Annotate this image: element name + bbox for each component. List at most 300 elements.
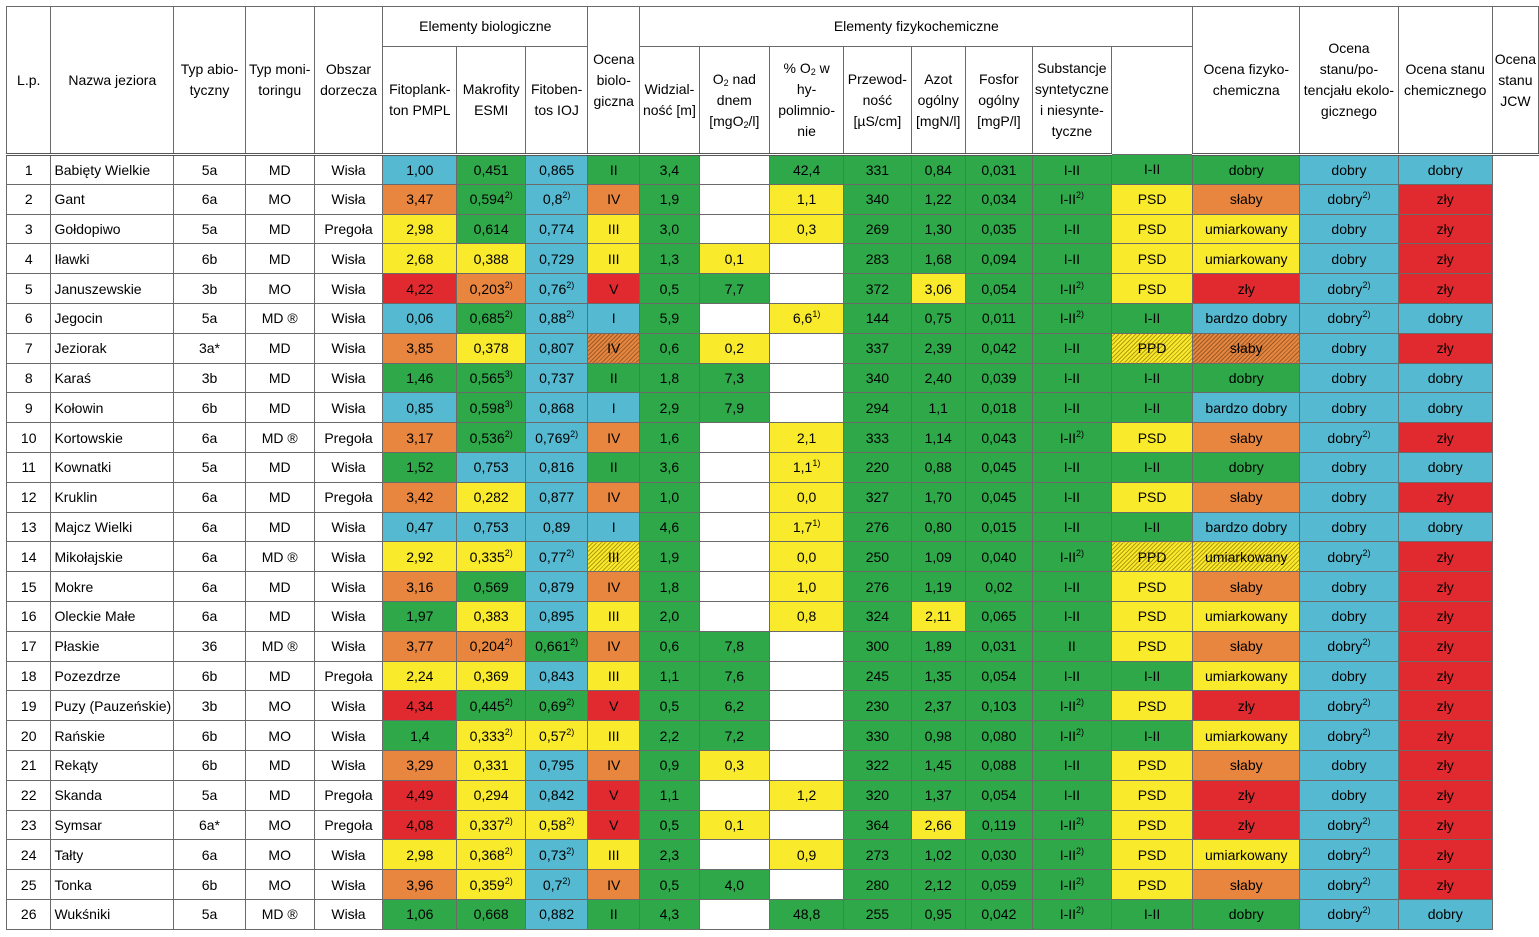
cell-substancje: I-II$^{2)}$ <box>1032 721 1111 751</box>
cell-obszar: Wisła <box>314 274 383 304</box>
cell-ocena-jcw: zły <box>1398 214 1492 244</box>
cell-fosfor: 0,119 <box>965 810 1032 840</box>
cell-widzialnosc: 0,6 <box>640 333 699 363</box>
cell-ocena-chemiczna: dobry$^{2)}$ <box>1300 303 1398 333</box>
cell-przewodnosc: 276 <box>844 572 911 602</box>
cell-ocena-jcw: zły <box>1398 333 1492 363</box>
cell-o2-hypolimnion <box>770 244 844 274</box>
cell-przewodnosc: 337 <box>844 333 911 363</box>
footnote-marker: 3) <box>504 368 513 379</box>
footnote-marker: 2) <box>504 815 513 826</box>
cell-lake-name: Kownatki <box>51 452 174 482</box>
cell-widzialnosc: 2,9 <box>640 393 699 423</box>
cell-makrofity: 0,536$^{2)}$ <box>457 423 526 453</box>
cell-o2-nad-dnem <box>699 214 770 244</box>
cell-lp: 25 <box>7 870 51 900</box>
table-row <box>7 423 1539 453</box>
cell-fitobentos: 0,729 <box>526 244 588 274</box>
cell-ocena-jcw: dobry <box>1398 155 1492 185</box>
cell-azot: 3,06 <box>911 274 965 304</box>
cell-lake-name: Januszewskie <box>51 274 174 304</box>
cell-widzialnosc: 1,1 <box>640 661 699 691</box>
cell-makrofity: 0,335$^{2)}$ <box>457 542 526 572</box>
cell-ocena-fizykochemiczna: PSD <box>1111 780 1192 810</box>
cell-azot: 0,80 <box>911 512 965 542</box>
cell-substancje: I-II <box>1032 750 1111 780</box>
cell-typ-abiotyczny: 6a <box>174 601 246 631</box>
cell-azot: 0,84 <box>911 155 965 185</box>
cell-widzialnosc: 5,9 <box>640 303 699 333</box>
cell-przewodnosc: 294 <box>844 393 911 423</box>
cell-ocena-fizykochemiczna: I-II <box>1111 452 1192 482</box>
cell-lp: 4 <box>7 244 51 274</box>
cell-lp: 23 <box>7 810 51 840</box>
cell-przewodnosc: 320 <box>844 780 911 810</box>
cell-azot: 1,02 <box>911 840 965 870</box>
cell-lake-name: Wukśniki <box>51 899 174 929</box>
cell-makrofity: 0,282 <box>457 482 526 512</box>
cell-ocena-biologiczna: V <box>588 274 640 304</box>
cell-o2-hypolimnion: 0,3 <box>770 214 844 244</box>
cell-fitoplankton: 1,4 <box>383 721 457 751</box>
cell-o2-hypolimnion <box>770 631 844 661</box>
cell-widzialnosc: 1,9 <box>640 184 699 214</box>
cell-ocena-jcw: zły <box>1398 601 1492 631</box>
cell-makrofity: 0,598$^{3)}$ <box>457 393 526 423</box>
cell-ocena-biologiczna: I <box>588 393 640 423</box>
cell-fitoplankton: 1,06 <box>383 899 457 929</box>
header-widzialnosc: Widzial-ność [m] <box>640 47 699 155</box>
cell-fitoplankton: 3,96 <box>383 870 457 900</box>
cell-substancje: I-II$^{2)}$ <box>1032 840 1111 870</box>
cell-typ-monitoringu: MD <box>245 661 314 691</box>
cell-typ-monitoringu: MD <box>245 155 314 185</box>
cell-makrofity: 0,383 <box>457 601 526 631</box>
footnote-marker: 2) <box>1362 428 1371 439</box>
cell-lake-name: Jegocin <box>51 303 174 333</box>
cell-azot: 1,68 <box>911 244 965 274</box>
cell-ocena-chemiczna: dobry <box>1300 750 1398 780</box>
cell-o2-nad-dnem <box>699 601 770 631</box>
cell-fitobentos: 0,774 <box>526 214 588 244</box>
table-row <box>7 631 1539 661</box>
footnote-marker: 2) <box>1362 309 1371 320</box>
cell-ocena-ekologiczna: dobry <box>1193 363 1300 393</box>
cell-obszar: Wisła <box>314 333 383 363</box>
cell-fosfor: 0,042 <box>965 899 1032 929</box>
cell-ocena-jcw: dobry <box>1398 393 1492 423</box>
cell-ocena-ekologiczna: zły <box>1193 691 1300 721</box>
cell-widzialnosc: 2,3 <box>640 840 699 870</box>
footnote-marker: 2) <box>1362 637 1371 648</box>
cell-substancje: I-II$^{2)}$ <box>1032 542 1111 572</box>
cell-lp: 18 <box>7 661 51 691</box>
cell-fosfor: 0,045 <box>965 452 1032 482</box>
cell-ocena-jcw: zły <box>1398 750 1492 780</box>
cell-o2-hypolimnion <box>770 661 844 691</box>
cell-o2-nad-dnem <box>699 572 770 602</box>
cell-ocena-chemiczna: dobry$^{2)}$ <box>1300 810 1398 840</box>
footnote-marker: 2) <box>1076 279 1085 290</box>
cell-typ-monitoringu: MD ® <box>245 303 314 333</box>
cell-fitobentos: 0,73$^{2)}$ <box>526 840 588 870</box>
cell-ocena-fizykochemiczna: PSD <box>1111 601 1192 631</box>
cell-fosfor: 0,045 <box>965 482 1032 512</box>
cell-typ-monitoringu: MD <box>245 452 314 482</box>
cell-lake-name: Rańskie <box>51 721 174 751</box>
header-name: Nazwa jeziora <box>51 7 174 155</box>
header-ocena-jcw: Ocena stanu JCW <box>1492 7 1538 155</box>
cell-lp: 20 <box>7 721 51 751</box>
cell-azot: 1,89 <box>911 631 965 661</box>
cell-obszar: Wisła <box>314 244 383 274</box>
cell-ocena-jcw: dobry <box>1398 899 1492 929</box>
cell-obszar: Wisła <box>314 452 383 482</box>
cell-o2-nad-dnem <box>699 303 770 333</box>
cell-typ-abiotyczny: 5a <box>174 780 246 810</box>
cell-ocena-jcw: zły <box>1398 184 1492 214</box>
cell-makrofity: 0,614 <box>457 214 526 244</box>
cell-o2-hypolimnion <box>770 870 844 900</box>
cell-o2-nad-dnem: 7,6 <box>699 661 770 691</box>
cell-lp: 5 <box>7 274 51 304</box>
cell-ocena-jcw: zły <box>1398 274 1492 304</box>
cell-makrofity: 0,203$^{2)}$ <box>457 274 526 304</box>
cell-lake-name: Majcz Wielki <box>51 512 174 542</box>
cell-ocena-ekologiczna: umiarkowany <box>1193 601 1300 631</box>
cell-azot: 0,75 <box>911 303 965 333</box>
cell-lp: 6 <box>7 303 51 333</box>
table-container <box>6 6 1539 930</box>
cell-widzialnosc: 3,0 <box>640 214 699 244</box>
cell-substancje: I-II <box>1032 452 1111 482</box>
cell-fosfor: 0,035 <box>965 214 1032 244</box>
footnote-marker: 2) <box>570 637 579 648</box>
cell-ocena-fizykochemiczna: PPD <box>1111 542 1192 572</box>
cell-lp: 11 <box>7 452 51 482</box>
cell-obszar: Wisła <box>314 155 383 185</box>
cell-ocena-biologiczna: III <box>588 840 640 870</box>
cell-fitoplankton: 3,85 <box>383 333 457 363</box>
cell-widzialnosc: 1,0 <box>640 482 699 512</box>
cell-azot: 1,1 <box>911 393 965 423</box>
cell-lp: 26 <box>7 899 51 929</box>
cell-o2-nad-dnem <box>699 542 770 572</box>
cell-azot: 2,66 <box>911 810 965 840</box>
cell-o2-hypolimnion <box>770 721 844 751</box>
cell-ocena-fizykochemiczna: PSD <box>1111 274 1192 304</box>
cell-ocena-jcw: zły <box>1398 244 1492 274</box>
footnote-marker: 2) <box>504 309 513 320</box>
table-row <box>7 303 1539 333</box>
cell-typ-monitoringu: MD <box>245 333 314 363</box>
cell-ocena-chemiczna: dobry <box>1300 393 1398 423</box>
cell-widzialnosc: 4,6 <box>640 512 699 542</box>
cell-obszar: Pregoła <box>314 780 383 810</box>
cell-azot: 0,95 <box>911 899 965 929</box>
cell-fitoplankton: 2,92 <box>383 542 457 572</box>
cell-typ-monitoringu: MD <box>245 363 314 393</box>
cell-typ-monitoringu: MO <box>245 184 314 214</box>
cell-ocena-biologiczna: V <box>588 780 640 810</box>
cell-ocena-biologiczna: IV <box>588 631 640 661</box>
cell-ocena-ekologiczna: bardzo dobry <box>1193 512 1300 542</box>
cell-ocena-ekologiczna: bardzo dobry <box>1193 393 1300 423</box>
cell-widzialnosc: 1,8 <box>640 572 699 602</box>
cell-ocena-jcw: dobry <box>1398 303 1492 333</box>
lake-assessment-table <box>6 6 1539 930</box>
cell-fitoplankton: 0,06 <box>383 303 457 333</box>
cell-fitoplankton: 2,98 <box>383 214 457 244</box>
cell-ocena-jcw: zły <box>1398 780 1492 810</box>
cell-obszar: Pregoła <box>314 482 383 512</box>
cell-lp: 21 <box>7 750 51 780</box>
cell-ocena-chemiczna: dobry <box>1300 512 1398 542</box>
cell-przewodnosc: 269 <box>844 214 911 244</box>
cell-ocena-jcw: zły <box>1398 691 1492 721</box>
cell-ocena-ekologiczna: słaby <box>1193 482 1300 512</box>
cell-ocena-ekologiczna: słaby <box>1193 572 1300 602</box>
cell-obszar: Wisła <box>314 840 383 870</box>
cell-makrofity: 0,369 <box>457 661 526 691</box>
cell-lake-name: Oleckie Małe <box>51 601 174 631</box>
cell-ocena-fizykochemiczna: PSD <box>1111 482 1192 512</box>
cell-przewodnosc: 283 <box>844 244 911 274</box>
cell-azot: 0,88 <box>911 452 965 482</box>
cell-substancje: I-II <box>1032 333 1111 363</box>
cell-fosfor: 0,011 <box>965 303 1032 333</box>
cell-o2-hypolimnion: 1,1$^{1)}$ <box>770 452 844 482</box>
cell-ocena-chemiczna: dobry$^{2)}$ <box>1300 691 1398 721</box>
cell-ocena-ekologiczna: dobry <box>1193 452 1300 482</box>
cell-o2-hypolimnion <box>770 333 844 363</box>
header-fitoplankton: Fitoplank-ton PMPL <box>383 47 457 155</box>
cell-fosfor: 0,054 <box>965 661 1032 691</box>
cell-ocena-biologiczna: III <box>588 244 640 274</box>
cell-ocena-biologiczna: II <box>588 363 640 393</box>
cell-fosfor: 0,015 <box>965 512 1032 542</box>
cell-o2-hypolimnion: 2,1 <box>770 423 844 453</box>
cell-ocena-jcw: zły <box>1398 810 1492 840</box>
cell-typ-abiotyczny: 6b <box>174 750 246 780</box>
cell-o2-hypolimnion <box>770 691 844 721</box>
cell-obszar: Wisła <box>314 631 383 661</box>
cell-przewodnosc: 327 <box>844 482 911 512</box>
cell-lake-name: Płaskie <box>51 631 174 661</box>
cell-ocena-ekologiczna: umiarkowany <box>1193 214 1300 244</box>
cell-fitobentos: 0,795 <box>526 750 588 780</box>
cell-ocena-ekologiczna: słaby <box>1193 750 1300 780</box>
cell-typ-monitoringu: MD ® <box>245 899 314 929</box>
cell-makrofity: 0,359$^{2)}$ <box>457 870 526 900</box>
cell-lake-name: Tonka <box>51 870 174 900</box>
cell-lake-name: Mokre <box>51 572 174 602</box>
cell-ocena-ekologiczna: słaby <box>1193 870 1300 900</box>
cell-ocena-chemiczna: dobry <box>1300 333 1398 363</box>
table-row <box>7 214 1539 244</box>
cell-typ-monitoringu: MO <box>245 721 314 751</box>
cell-obszar: Wisła <box>314 601 383 631</box>
cell-lake-name: Tałty <box>51 840 174 870</box>
cell-obszar: Wisła <box>314 512 383 542</box>
cell-fitobentos: 0,8$^{2)}$ <box>526 184 588 214</box>
cell-fitoplankton: 1,46 <box>383 363 457 393</box>
cell-ocena-jcw: zły <box>1398 661 1492 691</box>
cell-fitoplankton: 2,68 <box>383 244 457 274</box>
footnote-marker: 2) <box>1076 875 1085 886</box>
cell-typ-abiotyczny: 5a <box>174 899 246 929</box>
cell-azot: 1,35 <box>911 661 965 691</box>
table-row <box>7 899 1539 929</box>
cell-typ-abiotyczny: 6a <box>174 840 246 870</box>
cell-obszar: Wisła <box>314 691 383 721</box>
footnote-marker: 2) <box>504 696 513 707</box>
table-body <box>7 155 1539 930</box>
cell-makrofity: 0,565$^{3)}$ <box>457 363 526 393</box>
cell-fosfor: 0,054 <box>965 274 1032 304</box>
cell-przewodnosc: 330 <box>844 721 911 751</box>
footnote-marker: 2) <box>570 428 579 439</box>
cell-ocena-biologiczna: IV <box>588 750 640 780</box>
cell-typ-monitoringu: MD ® <box>245 542 314 572</box>
cell-ocena-fizykochemiczna: PSD <box>1111 423 1192 453</box>
cell-lake-name: Gant <box>51 184 174 214</box>
cell-obszar: Pregoła <box>314 423 383 453</box>
cell-o2-nad-dnem: 7,2 <box>699 721 770 751</box>
cell-typ-monitoringu: MD <box>245 512 314 542</box>
footnote-marker: 2) <box>1362 547 1371 558</box>
header-przewodnosc: Przewod-ność [µS/cm] <box>844 47 911 155</box>
cell-fitobentos: 0,77$^{2)}$ <box>526 542 588 572</box>
cell-fitoplankton: 4,49 <box>383 780 457 810</box>
cell-typ-abiotyczny: 6b <box>174 661 246 691</box>
cell-ocena-fizykochemiczna: PPD <box>1111 333 1192 363</box>
cell-typ-abiotyczny: 6a* <box>174 810 246 840</box>
table-row <box>7 542 1539 572</box>
cell-fitoplankton: 0,47 <box>383 512 457 542</box>
table-row <box>7 184 1539 214</box>
table-row <box>7 721 1539 751</box>
cell-makrofity: 0,294 <box>457 780 526 810</box>
cell-ocena-ekologiczna: umiarkowany <box>1193 661 1300 691</box>
footnote-marker: 2) <box>504 190 513 201</box>
table-row <box>7 274 1539 304</box>
cell-azot: 1,37 <box>911 780 965 810</box>
cell-ocena-biologiczna: IV <box>588 184 640 214</box>
header-typ-monitoringu: Typ moni-toringu <box>245 7 314 155</box>
cell-typ-abiotyczny: 6a <box>174 512 246 542</box>
footnote-marker: 1) <box>812 517 821 528</box>
cell-fosfor: 0,042 <box>965 333 1032 363</box>
cell-ocena-ekologiczna: słaby <box>1193 184 1300 214</box>
cell-lp: 12 <box>7 482 51 512</box>
cell-typ-monitoringu: MD <box>245 601 314 631</box>
cell-ocena-biologiczna: I <box>588 303 640 333</box>
cell-typ-abiotyczny: 6a <box>174 542 246 572</box>
cell-ocena-biologiczna: V <box>588 810 640 840</box>
cell-obszar: Wisła <box>314 750 383 780</box>
table-header <box>7 7 1539 155</box>
cell-fitoplankton: 3,42 <box>383 482 457 512</box>
cell-o2-nad-dnem: 6,2 <box>699 691 770 721</box>
cell-azot: 2,40 <box>911 363 965 393</box>
cell-fitoplankton: 3,47 <box>383 184 457 214</box>
cell-obszar: Wisła <box>314 572 383 602</box>
footnote-marker: 2) <box>1076 845 1085 856</box>
cell-typ-abiotyczny: 3b <box>174 363 246 393</box>
footnote-marker: 2) <box>1362 815 1371 826</box>
cell-fitobentos: 0,895 <box>526 601 588 631</box>
cell-o2-nad-dnem: 7,3 <box>699 363 770 393</box>
cell-lake-name: Mikołajskie <box>51 542 174 572</box>
footnote-marker: 2) <box>1076 428 1085 439</box>
cell-obszar: Pregoła <box>314 214 383 244</box>
cell-fosfor: 0,02 <box>965 572 1032 602</box>
cell-o2-hypolimnion: 0,0 <box>770 542 844 572</box>
cell-widzialnosc: 0,5 <box>640 691 699 721</box>
footnote-marker: 2) <box>504 428 513 439</box>
cell-substancje: I-II <box>1032 661 1111 691</box>
cell-ocena-jcw: zły <box>1398 870 1492 900</box>
cell-makrofity: 0,378 <box>457 333 526 363</box>
cell-ocena-fizykochemiczna: PSD <box>1111 870 1192 900</box>
cell-substancje: I-II <box>1032 244 1111 274</box>
header-ocena-chemiczna: Ocena stanu chemicznego <box>1398 7 1492 155</box>
cell-substancje: I-II$^{2)}$ <box>1032 870 1111 900</box>
cell-fosfor: 0,054 <box>965 780 1032 810</box>
cell-o2-hypolimnion: 1,2 <box>770 780 844 810</box>
footnote-marker: 1) <box>812 309 821 320</box>
table-row <box>7 601 1539 631</box>
cell-ocena-fizykochemiczna: PSD <box>1111 244 1192 274</box>
cell-substancje: I-II$^{2)}$ <box>1032 899 1111 929</box>
footnote-marker: 2) <box>566 726 575 737</box>
cell-o2-nad-dnem: 0,1 <box>699 810 770 840</box>
cell-azot: 2,37 <box>911 691 965 721</box>
cell-azot: 0,98 <box>911 721 965 751</box>
cell-fitobentos: 0,868 <box>526 393 588 423</box>
cell-ocena-fizykochemiczna: I-II <box>1111 899 1192 929</box>
cell-typ-monitoringu: MO <box>245 691 314 721</box>
cell-typ-abiotyczny: 6b <box>174 870 246 900</box>
cell-fosfor: 0,088 <box>965 750 1032 780</box>
cell-fitoplankton: 4,08 <box>383 810 457 840</box>
footnote-marker: 2) <box>504 279 513 290</box>
cell-azot: 1,19 <box>911 572 965 602</box>
header-group-biological: Elementy biologiczne <box>383 7 588 47</box>
header-ocena-fizykochemiczna: Ocena fizyko-chemiczna <box>1193 7 1300 155</box>
header-azot: Azot ogólny [mgN/l] <box>911 47 965 155</box>
cell-lp: 14 <box>7 542 51 572</box>
cell-typ-monitoringu: MD ® <box>245 631 314 661</box>
cell-widzialnosc: 1,8 <box>640 363 699 393</box>
cell-ocena-fizykochemiczna: PSD <box>1111 214 1192 244</box>
cell-obszar: Pregoła <box>314 810 383 840</box>
cell-ocena-biologiczna: V <box>588 691 640 721</box>
cell-lp: 9 <box>7 393 51 423</box>
cell-ocena-jcw: dobry <box>1398 452 1492 482</box>
cell-makrofity: 0,388 <box>457 244 526 274</box>
cell-widzialnosc: 0,5 <box>640 870 699 900</box>
cell-fitobentos: 0,842 <box>526 780 588 810</box>
cell-makrofity: 0,333$^{2)}$ <box>457 721 526 751</box>
footnote-marker: 2) <box>504 845 513 856</box>
cell-typ-abiotyczny: 6a <box>174 482 246 512</box>
cell-ocena-chemiczna: dobry$^{2)}$ <box>1300 721 1398 751</box>
cell-substancje: I-II <box>1032 393 1111 423</box>
cell-typ-abiotyczny: 36 <box>174 631 246 661</box>
cell-ocena-chemiczna: dobry$^{2)}$ <box>1300 840 1398 870</box>
